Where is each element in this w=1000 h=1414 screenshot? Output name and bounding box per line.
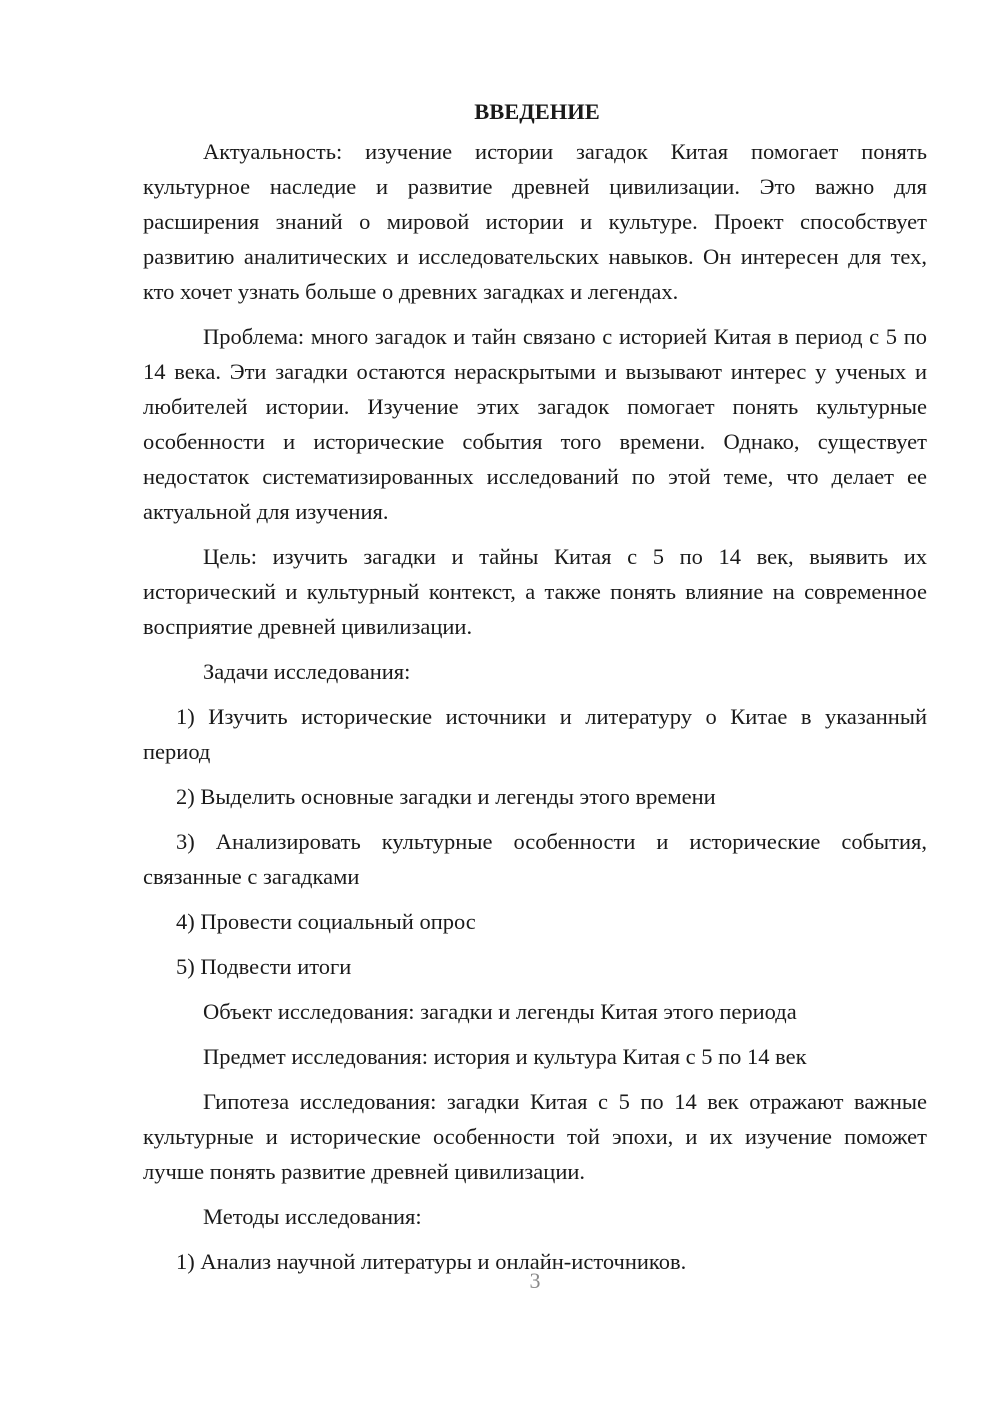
section-heading: ВВЕДЕНИЕ — [474, 99, 600, 124]
problem-paragraph: Проблема: много загадок и тайн связано с историей Китая в период с 5 по 14 века. Эти загадки остаются нераскрытыми и вызывают интерес у ученых и любителей истории. Изучение этих загадок помогает понять культурные особенности и исторические события того времени. Однако, существует недостаток систематизированных исследований по этой теме, что делает ее актуальной для изучения. — [143, 324, 927, 524]
page-number: 3 — [529, 1268, 541, 1293]
task-item: 2) Выделить основные загадки и легенды этого времени — [176, 784, 716, 809]
task-item: 1) Изучить исторические источники и литературу о Китае в указанный период — [143, 704, 927, 764]
task-item: 3) Анализировать культурные особенности и исторические события, связанные с загадками — [143, 829, 927, 889]
research-subject: Предмет исследования: история и культура Китая с 5 по 14 век — [203, 1044, 807, 1069]
relevance-paragraph: Актуальность: изучение истории загадок Китая помогает понять культурное наследие и развитие древней цивилизации. Это важно для расширения знаний о мировой истории и культуре. Проект способствует развитию аналитических и исследовательских навыков. Он интересен для тех, кто хочет узнать больше о древних загадках и легендах. — [143, 139, 927, 304]
hypothesis-paragraph: Гипотеза исследования: загадки Китая с 5 по 14 век отражают важные культурные и исторические особенности той эпохи, и их изучение поможет лучше понять развитие древней цивилизации. — [143, 1089, 927, 1184]
page-body — [143, 95, 927, 1289]
research-object: Объект исследования: загадки и легенды Китая этого периода — [203, 999, 797, 1024]
methods-label: Методы исследования: — [203, 1204, 422, 1229]
method-item: 1) Анализ научной литературы и онлайн-источников. — [176, 1249, 687, 1274]
goal-paragraph: Цель: изучить загадки и тайны Китая с 5 по 14 век, выявить их исторический и культурный контекст, а также понять влияние на современное восприятие древней цивилизации. — [143, 544, 927, 639]
task-item: 5) Подвести итоги — [176, 954, 352, 979]
task-item: 4) Провести социальный опрос — [176, 909, 476, 934]
tasks-label: Задачи исследования: — [203, 659, 411, 684]
